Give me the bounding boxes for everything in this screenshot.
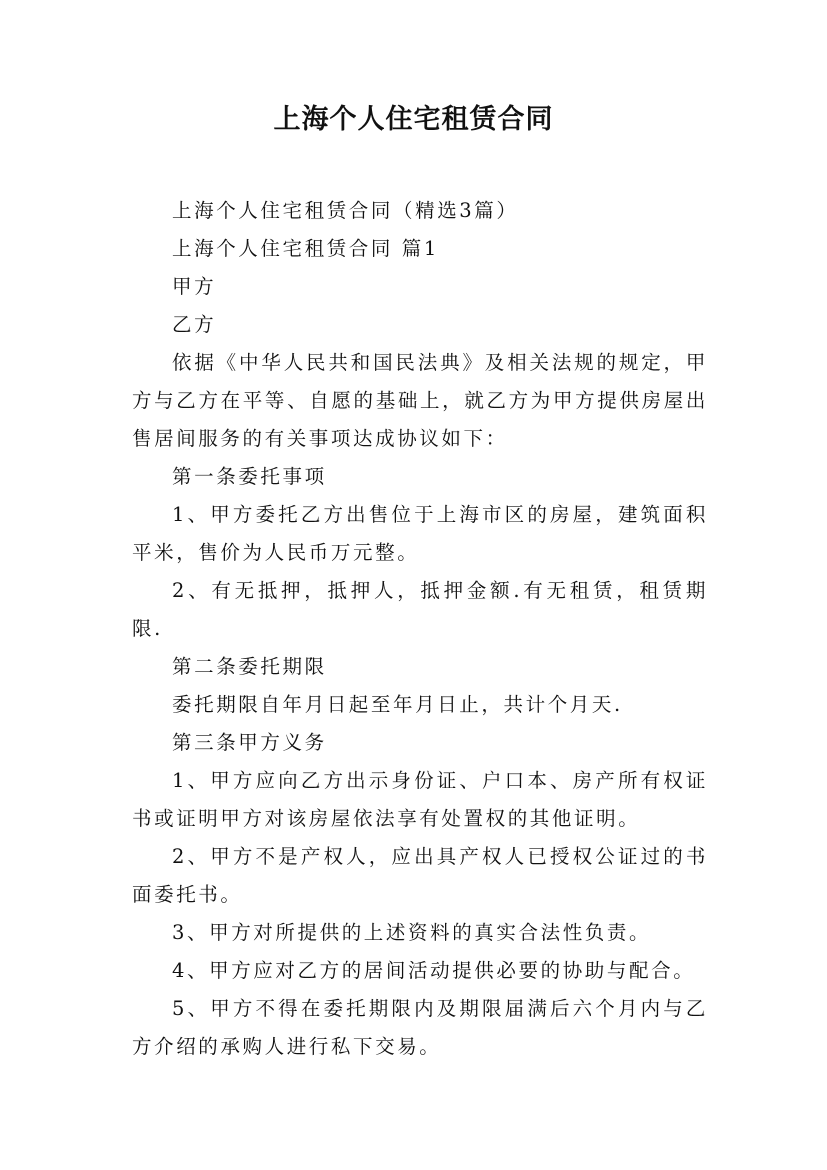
article-1-heading: 第一条委托事项 [172, 465, 327, 488]
paragraph-section-heading: 上海个人住宅租赁合同 篇1 [172, 237, 439, 260]
article-2-heading: 第二条委托期限 [172, 655, 327, 678]
article-2-text: 委托期限自年月日起至年月日止，共计个月天. [172, 693, 623, 716]
paragraph-party-a: 甲方 [172, 275, 217, 298]
article-3-item-4: 4、甲方应对乙方的居间活动提供必要的协助与配合。 [172, 959, 696, 982]
article-3-item-1: 1、甲方应向乙方出示身份证、户口本、房产所有权证书或证明甲方对该房屋依法享有处置权的其他证明。 [132, 769, 708, 830]
paragraph-party-b: 乙方 [172, 313, 217, 336]
article-3-item-3: 3、甲方对所提供的上述资料的真实合法性负责。 [172, 921, 652, 944]
document-body [132, 192, 708, 1066]
article-1-item-2: 2、有无抵押，抵押人，抵押金额.有无租赁，租赁期限. [132, 579, 708, 640]
paragraph-preamble: 依据《中华人民共和国民法典》及相关法规的规定，甲方与乙方在平等、自愿的基础上，就乙方为甲方提供房屋出售居间服务的有关事项达成协议如下： [132, 351, 708, 450]
document-title: 上海个人住宅租赁合同 [273, 104, 554, 135]
article-3-item-5: 5、甲方不得在委托期限内及期限届满后六个月内与乙方介绍的承购人进行私下交易。 [132, 997, 708, 1058]
article-3-heading: 第三条甲方义务 [172, 731, 327, 754]
article-3-item-2: 2、甲方不是产权人，应出具产权人已授权公证过的书面委托书。 [132, 845, 708, 906]
article-1-item-1: 1、甲方委托乙方出售位于上海市区的房屋，建筑面积平米，售价为人民币万元整。 [132, 503, 708, 564]
paragraph-subtitle: 上海个人住宅租赁合同（精选3篇） [172, 199, 519, 222]
